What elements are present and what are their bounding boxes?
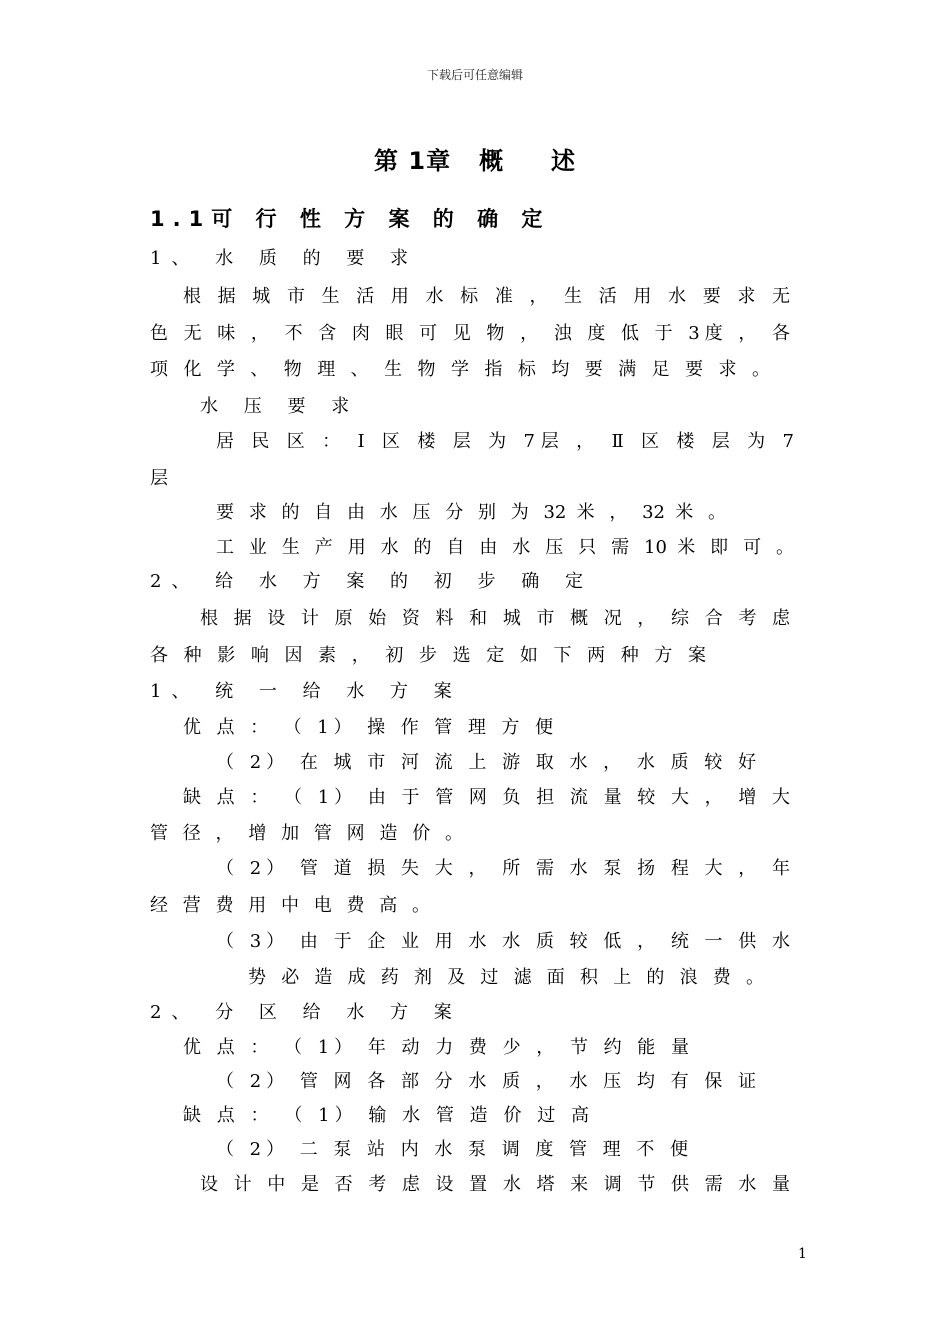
body-line: 2、 分 区 给 水 方 案 xyxy=(150,1002,462,1023)
body-line: 优 点 ： （ 1） 年 动 力 费 少 ， 节 约 能 量 xyxy=(183,1037,689,1058)
body-line: （ 2） 管 道 损 失 大 ， 所 需 水 泵 扬 程 大 ， 年 xyxy=(216,858,790,879)
page-header-note: 下载后可任意编辑 xyxy=(426,68,523,82)
body-line: 色 无 味 ， 不 含 肉 眼 可 见 物 ， 浊 度 低 于 3度 ， 各 xyxy=(150,323,790,344)
body-line: 项 化 学 、 物 理 、 生 物 学 指 标 均 要 满 足 要 求 。 xyxy=(150,359,770,380)
body-line: 居 民 区 ： Ⅰ 区 楼 层 为 7层 ， Ⅱ 区 楼 层 为 7 xyxy=(216,431,794,452)
body-line: 设 计 中 是 否 考 虑 设 置 水 塔 来 调 节 供 需 水 量 xyxy=(200,1174,790,1195)
body-line: 要 求 的 自 由 水 压 分 别 为 32 米 ， 32 米 。 xyxy=(216,502,726,523)
body-line: 缺 点 ： （ 1） 输 水 管 造 价 过 高 xyxy=(183,1105,589,1126)
body-line: 势 必 造 成 药 剂 及 过 滤 面 积 上 的 浪 费 。 xyxy=(248,967,764,988)
body-line: （ 2） 管 网 各 部 分 水 质 ， 水 压 均 有 保 证 xyxy=(216,1071,756,1092)
body-line: 2、 给 水 方 案 的 初 步 确 定 xyxy=(150,571,593,592)
body-line: 优 点 ： （ 1） 操 作 管 理 方 便 xyxy=(183,717,553,738)
chapter-title: 第 1章 概 述 xyxy=(374,147,576,175)
page-number: 1 xyxy=(798,1246,807,1262)
body-line: （ 2） 在 城 市 河 流 上 游 取 水 ， 水 质 较 好 xyxy=(216,752,756,773)
body-line: 1、 水 质 的 要 求 xyxy=(150,248,419,269)
body-line: 管 径 ， 增 加 管 网 造 价 。 xyxy=(150,823,463,844)
body-line: 各 种 影 响 因 素 ， 初 步 选 定 如 下 两 种 方 案 xyxy=(150,645,706,666)
body-line: 缺 点 ： （ 1） 由 于 管 网 负 担 流 量 较 大 ， 增 大 xyxy=(183,787,790,808)
body-line: 根 据 设 计 原 始 资 料 和 城 市 概 况 ， 综 合 考 虑 xyxy=(200,608,790,629)
body-line: （ 2） 二 泵 站 内 水 泵 调 度 管 理 不 便 xyxy=(216,1139,688,1160)
body-line: 工 业 生 产 用 水 的 自 由 水 压 只 需 10 米 即 可 。 xyxy=(216,537,794,558)
body-line: 水 压 要 求 xyxy=(200,396,360,417)
body-line: （ 3） 由 于 企 业 用 水 水 质 较 低 ， 统 一 供 水 xyxy=(216,931,790,952)
section-title: 1.1可 行 性 方 案 的 确 定 xyxy=(150,207,551,231)
body-line: 层 xyxy=(150,468,181,489)
body-line: 经 营 费 用 中 电 费 高 。 xyxy=(150,895,430,916)
body-line: 1、 统 一 给 水 方 案 xyxy=(150,681,462,702)
body-line: 根 据 城 市 生 活 用 水 标 准 ， 生 活 用 水 要 求 无 xyxy=(183,286,790,307)
